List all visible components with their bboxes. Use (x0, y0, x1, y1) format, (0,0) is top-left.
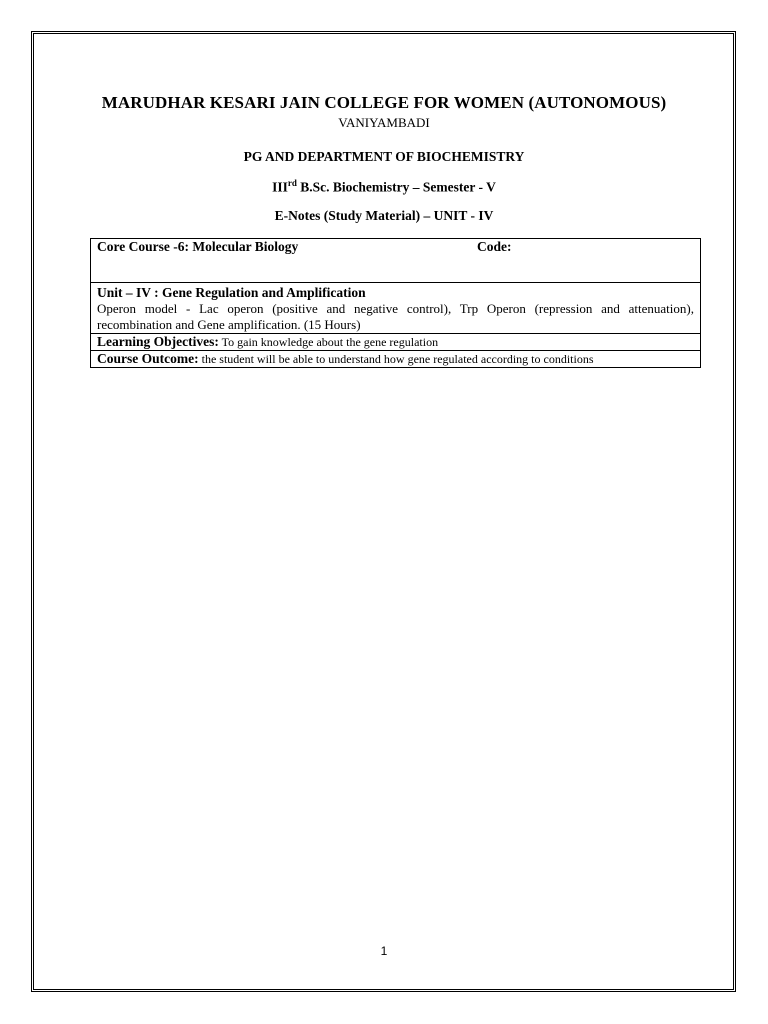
course-outcome-text: the student will be able to understand how gene regulated according to conditions (198, 352, 594, 366)
learning-objectives-row (91, 334, 701, 351)
semester-title (0, 178, 768, 196)
page-border-inner (33, 33, 734, 990)
course-outcome-row (91, 351, 701, 368)
course-outcome-label: Course Outcome: (97, 351, 199, 366)
unit-title: Unit – IV : Gene Regulation and Amplification (97, 285, 366, 300)
unit-description: Operon model - Lac operon (positive and negative control), Trp Operon (repression and attenuation), recombination and Gene amplification. (15 Hours) (97, 301, 694, 332)
learning-objectives-label: Learning Objectives: (97, 334, 219, 349)
college-city: VANIYAMBADI (338, 115, 430, 130)
college-name: MARUDHAR KESARI JAIN COLLEGE FOR WOMEN (AUTONOMOUS) (101, 93, 667, 112)
semester-prefix: III (272, 179, 288, 195)
learning-objectives-cell (91, 334, 701, 351)
core-course-title: Core Course -6: Molecular Biology (97, 239, 299, 254)
course-outcome-cell (91, 351, 701, 368)
unit-cell (91, 283, 701, 334)
semester-rest: B.Sc. Biochemistry – Semester - V (296, 179, 496, 195)
core-course-row (91, 239, 701, 283)
page-number: 1 (380, 944, 388, 958)
learning-objectives-text: To gain knowledge about the gene regulation (218, 335, 439, 349)
unit-row (91, 283, 701, 334)
semester-superscript: rd (287, 178, 297, 188)
course-table (90, 238, 701, 368)
enotes-title: E-Notes (Study Material) – UNIT - IV (274, 208, 494, 223)
code-label: Code: (477, 239, 512, 254)
department-title: PG AND DEPARTMENT OF BIOCHEMISTRY (243, 149, 525, 164)
core-course-cell (91, 239, 701, 283)
